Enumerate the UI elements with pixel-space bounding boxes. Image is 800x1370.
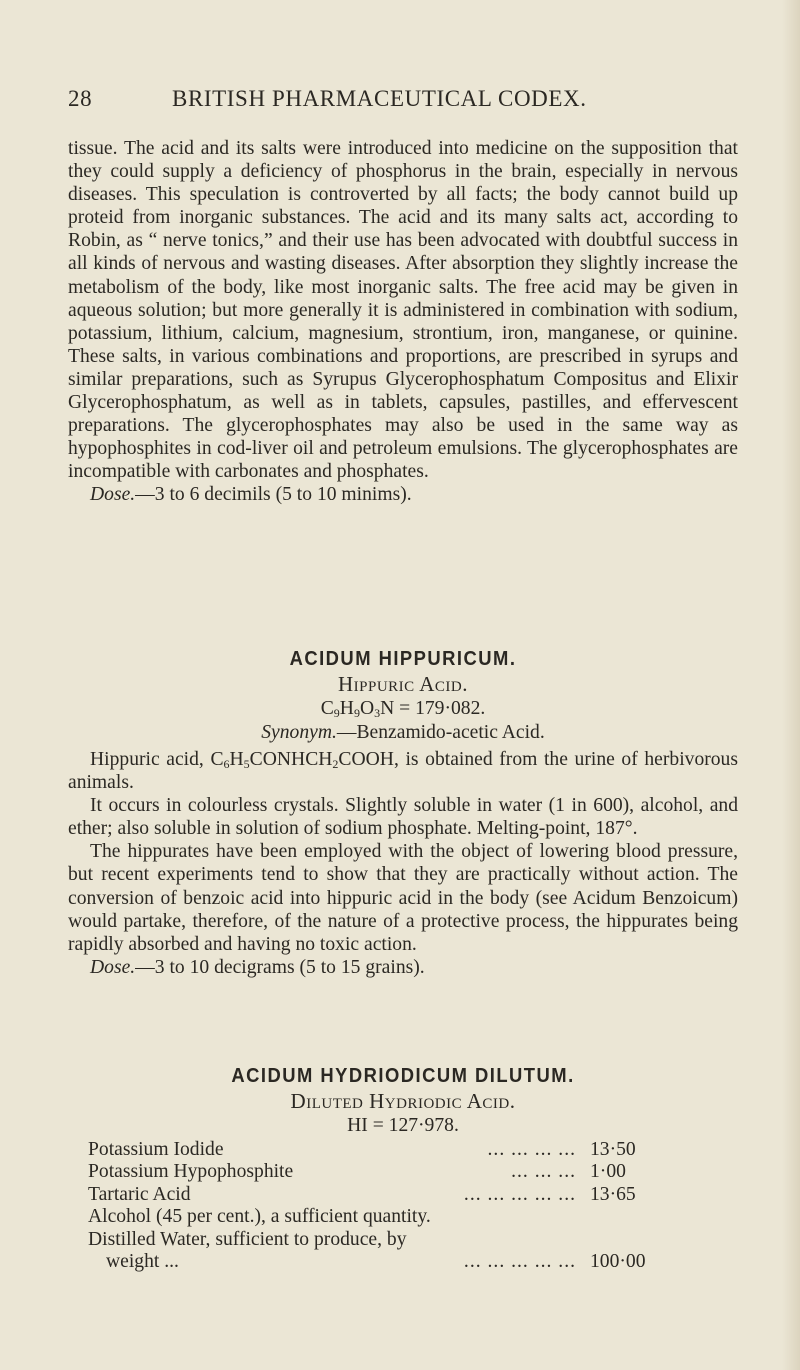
hippuric-paragraph-action: The hippurates have been employed with the object of lowering blood pressure, but recent experiments tend to show that they are practically without action. The conversion of benzoic acid into hippuric acid in the body (see Acidum Benzoicum) would partake, therefore, of the nature of a protective process, the hippurates being rapidly absorbed and having no toxic action. xyxy=(68,841,738,955)
hippuric-paragraph-origin: Hippuric acid, $C_6H_5CONHCH_2COOH$, is obtained from the urine of herbivorous animals. xyxy=(68,749,738,794)
ingredient-row: Potassium Hypophosphite ... ... ... 1·00 xyxy=(88,1161,626,1183)
synonym-line xyxy=(68,721,738,745)
monograph-subtitle: Diluted Hydriodic Acid. xyxy=(290,1089,516,1113)
dose-text: —3 to 6 decimils (5 to 10 minims). xyxy=(135,484,412,506)
dose-label: Dose. xyxy=(90,956,136,978)
running-title: BRITISH PHARMACEUTICAL CODEX. xyxy=(172,86,587,111)
hippuric-heading xyxy=(68,648,738,745)
molecular-formula: HI = 127·978. xyxy=(347,1115,459,1136)
page-edge-shadow xyxy=(782,0,800,1370)
monograph-title: ACIDUM HIPPURICUM. xyxy=(289,648,517,670)
alcohol-line: Alcohol (45 per cent.), a sufficient quantity. xyxy=(88,1206,431,1228)
intro-paragraph: tissue. The acid and its salts were introduced into medicine on the supposition that they could supply a deficiency of phosphorus in the brain, especially in nervous diseases. This speculation is controverted by all facts; the body cannot build up proteid from inorganic substances. The acid and its many salts act, according to Robin, as “ nerve tonics,” and their use has been advocated with doubtful success in all kinds of nervous and wasting diseases. After absorption they slightly increase the metabolism of the body, like most inorganic salts. The free acid may be given in aqueous solution; but more generally it is administered in combination with sodium, potassium, lithium, calcium, magnesium, strontium, iron, manganese, or quinine. These salts, in various combinations and proportions, are prescribed in syrups and similar preparations, such as Syrupus Glycerophosphatum Compositus and Elixir Glycerophosphatum, as well as in tablets, capsules, pastilles, and effervescent preparations. The glycerophosphates may also be used in the same way as hypophosphites in cod-liver oil and petroleum emulsions. The glycerophosphates are incompatible with carbonates and phosphates. xyxy=(68,138,738,483)
dose-text: —3 to 10 decigrams (5 to 15 grains). xyxy=(135,956,425,978)
hydriodic-heading xyxy=(68,1065,738,1138)
weight-row: weight ... ... ... ... ... ... 100·00 xyxy=(106,1251,646,1273)
synonym-label: Synonym. xyxy=(261,722,337,743)
hippuric-dose xyxy=(68,956,738,979)
page-number: 28 xyxy=(68,86,93,111)
hippuric-body xyxy=(68,748,738,979)
page-header xyxy=(68,84,728,114)
ingredient-row: Potassium Iodide ... ... ... ... 13·50 xyxy=(88,1139,636,1160)
monograph-title: ACIDUM HYDRIODICUM DILUTUM. xyxy=(231,1065,575,1087)
intro-dose xyxy=(68,483,738,506)
molecular-formula: $C_9H_9O_3N = 179\cdot 082$. xyxy=(320,698,486,720)
hippuric-paragraph-properties: It occurs in colourless crystals. Slightly soluble in water (1 in 600), alcohol, and ether; also soluble in solution of sodium phosphate. Melting-point, 187°. xyxy=(68,795,738,840)
dose-label: Dose. xyxy=(90,484,136,506)
ingredient-row: Tartaric Acid ... ... ... ... ... 13·65 xyxy=(88,1183,636,1205)
monograph-subtitle: Hippuric Acid. xyxy=(337,672,469,696)
intro-section xyxy=(68,137,738,507)
formula-ingredients xyxy=(88,1139,648,1273)
synonym-text: —Benzamido-acetic Acid. xyxy=(336,722,545,743)
water-line: Distilled Water, sufficient to produce, by xyxy=(88,1228,407,1250)
